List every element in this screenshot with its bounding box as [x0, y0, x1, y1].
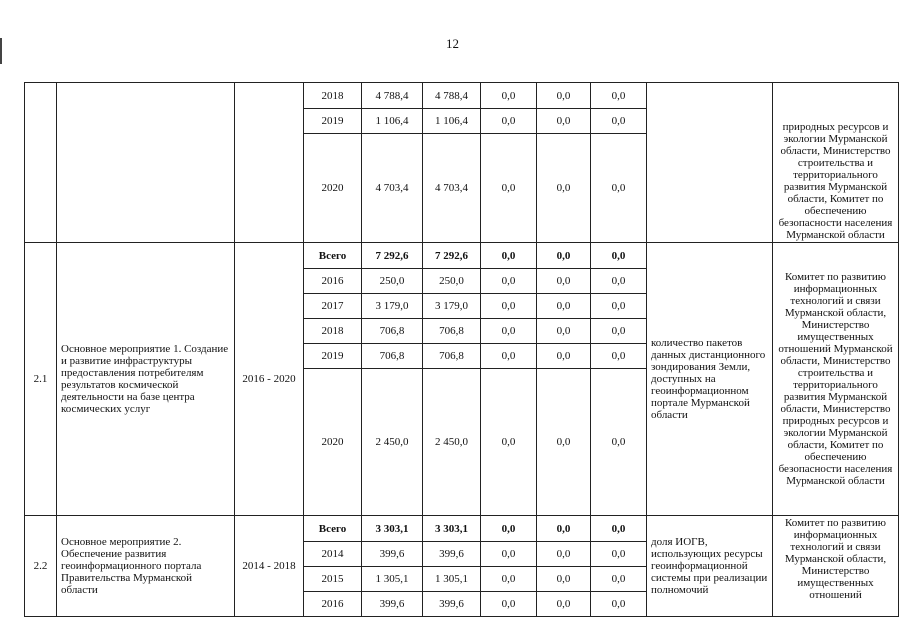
funding-cell: 0,0 — [591, 542, 647, 567]
executors-cell: природных ресурсов и экологии Мурманской области, Министерство строительства и территориального развития Мурманской области, Комитет по обеспечению безопасности населения Мурманской области — [773, 83, 899, 243]
regional-budget-cell: 2 450,0 — [423, 369, 481, 516]
total-amount-cell: 3 179,0 — [362, 294, 423, 319]
table-row — [25, 516, 899, 542]
funding-cell: 0,0 — [481, 294, 537, 319]
total-amount-cell: 706,8 — [362, 344, 423, 369]
funding-cell: 0,0 — [591, 319, 647, 344]
executors-cell: Комитет по развитию информационных технологий и связи Мурманской области, Министерство имущественных отношений — [773, 516, 899, 617]
regional-budget-cell: 1 106,4 — [423, 109, 481, 134]
total-amount-cell: 3 303,1 — [362, 516, 423, 542]
funding-cell: 0,0 — [481, 83, 537, 109]
total-amount-cell: 7 292,6 — [362, 243, 423, 269]
funding-cell: 0,0 — [591, 294, 647, 319]
funding-cell: 0,0 — [537, 243, 591, 269]
activity-name-cell — [57, 83, 235, 243]
funding-cell: 0,0 — [591, 134, 647, 243]
year-cell: 2017 — [304, 294, 362, 319]
funding-cell: 0,0 — [481, 516, 537, 542]
table-row — [25, 243, 899, 269]
year-cell: 2014 — [304, 542, 362, 567]
regional-budget-cell: 399,6 — [423, 542, 481, 567]
regional-budget-cell: 3 179,0 — [423, 294, 481, 319]
year-cell: 2018 — [304, 319, 362, 344]
year-cell: Всего — [304, 516, 362, 542]
total-amount-cell: 2 450,0 — [362, 369, 423, 516]
indicator-cell — [647, 83, 773, 243]
year-cell: 2019 — [304, 344, 362, 369]
total-amount-cell: 399,6 — [362, 592, 423, 617]
funding-cell: 0,0 — [537, 294, 591, 319]
period-cell: 2014 - 2018 — [235, 516, 304, 617]
section-code-cell — [25, 83, 57, 243]
year-cell: Всего — [304, 243, 362, 269]
funding-cell: 0,0 — [537, 369, 591, 516]
period-cell — [235, 83, 304, 243]
funding-cell: 0,0 — [537, 567, 591, 592]
funding-cell: 0,0 — [591, 83, 647, 109]
year-cell: 2019 — [304, 109, 362, 134]
year-cell: 2016 — [304, 269, 362, 294]
funding-cell: 0,0 — [481, 369, 537, 516]
funding-cell: 0,0 — [481, 344, 537, 369]
year-cell: 2016 — [304, 592, 362, 617]
total-amount-cell: 4 788,4 — [362, 83, 423, 109]
period-cell: 2016 - 2020 — [235, 243, 304, 516]
funding-cell: 0,0 — [537, 516, 591, 542]
funding-cell: 0,0 — [481, 542, 537, 567]
funding-cell: 0,0 — [481, 109, 537, 134]
funding-cell: 0,0 — [591, 344, 647, 369]
funding-cell: 0,0 — [591, 109, 647, 134]
funding-cell: 0,0 — [537, 344, 591, 369]
regional-budget-cell: 399,6 — [423, 592, 481, 617]
funding-cell: 0,0 — [591, 516, 647, 542]
indicator-cell: количество пакетов данных дистанционного зондирования Земли, доступных на геоинформационном портале Мурманской области — [647, 243, 773, 516]
regional-budget-cell: 3 303,1 — [423, 516, 481, 542]
total-amount-cell: 706,8 — [362, 319, 423, 344]
regional-budget-cell: 706,8 — [423, 319, 481, 344]
executors-cell: Комитет по развитию информационных технологий и связи Мурманской области, Министерство имущественных отношений Мурманской области, Министерство строительства и территориального развития Мурманской области, Министерство природных ресурсов и экологии Мурманской области, Комитет по обеспечению безопасности населения Мурманской области — [773, 243, 899, 516]
funding-cell: 0,0 — [537, 109, 591, 134]
regional-budget-cell: 1 305,1 — [423, 567, 481, 592]
funding-cell: 0,0 — [591, 592, 647, 617]
table-row — [25, 83, 899, 109]
total-amount-cell: 399,6 — [362, 542, 423, 567]
funding-cell: 0,0 — [591, 369, 647, 516]
total-amount-cell: 250,0 — [362, 269, 423, 294]
table-body — [25, 83, 899, 617]
section-code-cell: 2.2 — [25, 516, 57, 617]
indicator-cell: доля ИОГВ, использующих ресурсы геоинформационной системы при реализации полномочий — [647, 516, 773, 617]
year-cell: 2020 — [304, 134, 362, 243]
funding-cell: 0,0 — [481, 269, 537, 294]
total-amount-cell: 1 106,4 — [362, 109, 423, 134]
funding-cell: 0,0 — [537, 269, 591, 294]
funding-cell: 0,0 — [591, 269, 647, 294]
funding-cell: 0,0 — [481, 592, 537, 617]
funding-cell: 0,0 — [481, 243, 537, 269]
funding-cell: 0,0 — [591, 567, 647, 592]
activity-name-cell: Основное мероприятие 2. Обеспечение развития геоинформационного портала Правительства Мурманской области — [57, 516, 235, 617]
regional-budget-cell: 706,8 — [423, 344, 481, 369]
regional-budget-cell: 4 788,4 — [423, 83, 481, 109]
funding-cell: 0,0 — [591, 243, 647, 269]
funding-cell: 0,0 — [537, 542, 591, 567]
funding-cell: 0,0 — [481, 134, 537, 243]
funding-cell: 0,0 — [537, 592, 591, 617]
funding-cell: 0,0 — [537, 319, 591, 344]
regional-budget-cell: 250,0 — [423, 269, 481, 294]
funding-cell: 0,0 — [537, 83, 591, 109]
year-cell: 2015 — [304, 567, 362, 592]
section-code-cell: 2.1 — [25, 243, 57, 516]
regional-budget-cell: 7 292,6 — [423, 243, 481, 269]
year-cell: 2020 — [304, 369, 362, 516]
program-table — [24, 82, 899, 617]
total-amount-cell: 1 305,1 — [362, 567, 423, 592]
total-amount-cell: 4 703,4 — [362, 134, 423, 243]
year-cell: 2018 — [304, 83, 362, 109]
activity-name-cell: Основное мероприятие 1. Создание и развитие инфраструктуры предоставления потребителям результатов космической деятельности на базе центра космических услуг — [57, 243, 235, 516]
regional-budget-cell: 4 703,4 — [423, 134, 481, 243]
funding-cell: 0,0 — [481, 567, 537, 592]
funding-cell: 0,0 — [537, 134, 591, 243]
funding-cell: 0,0 — [481, 319, 537, 344]
page-number: 12 — [446, 36, 459, 51]
